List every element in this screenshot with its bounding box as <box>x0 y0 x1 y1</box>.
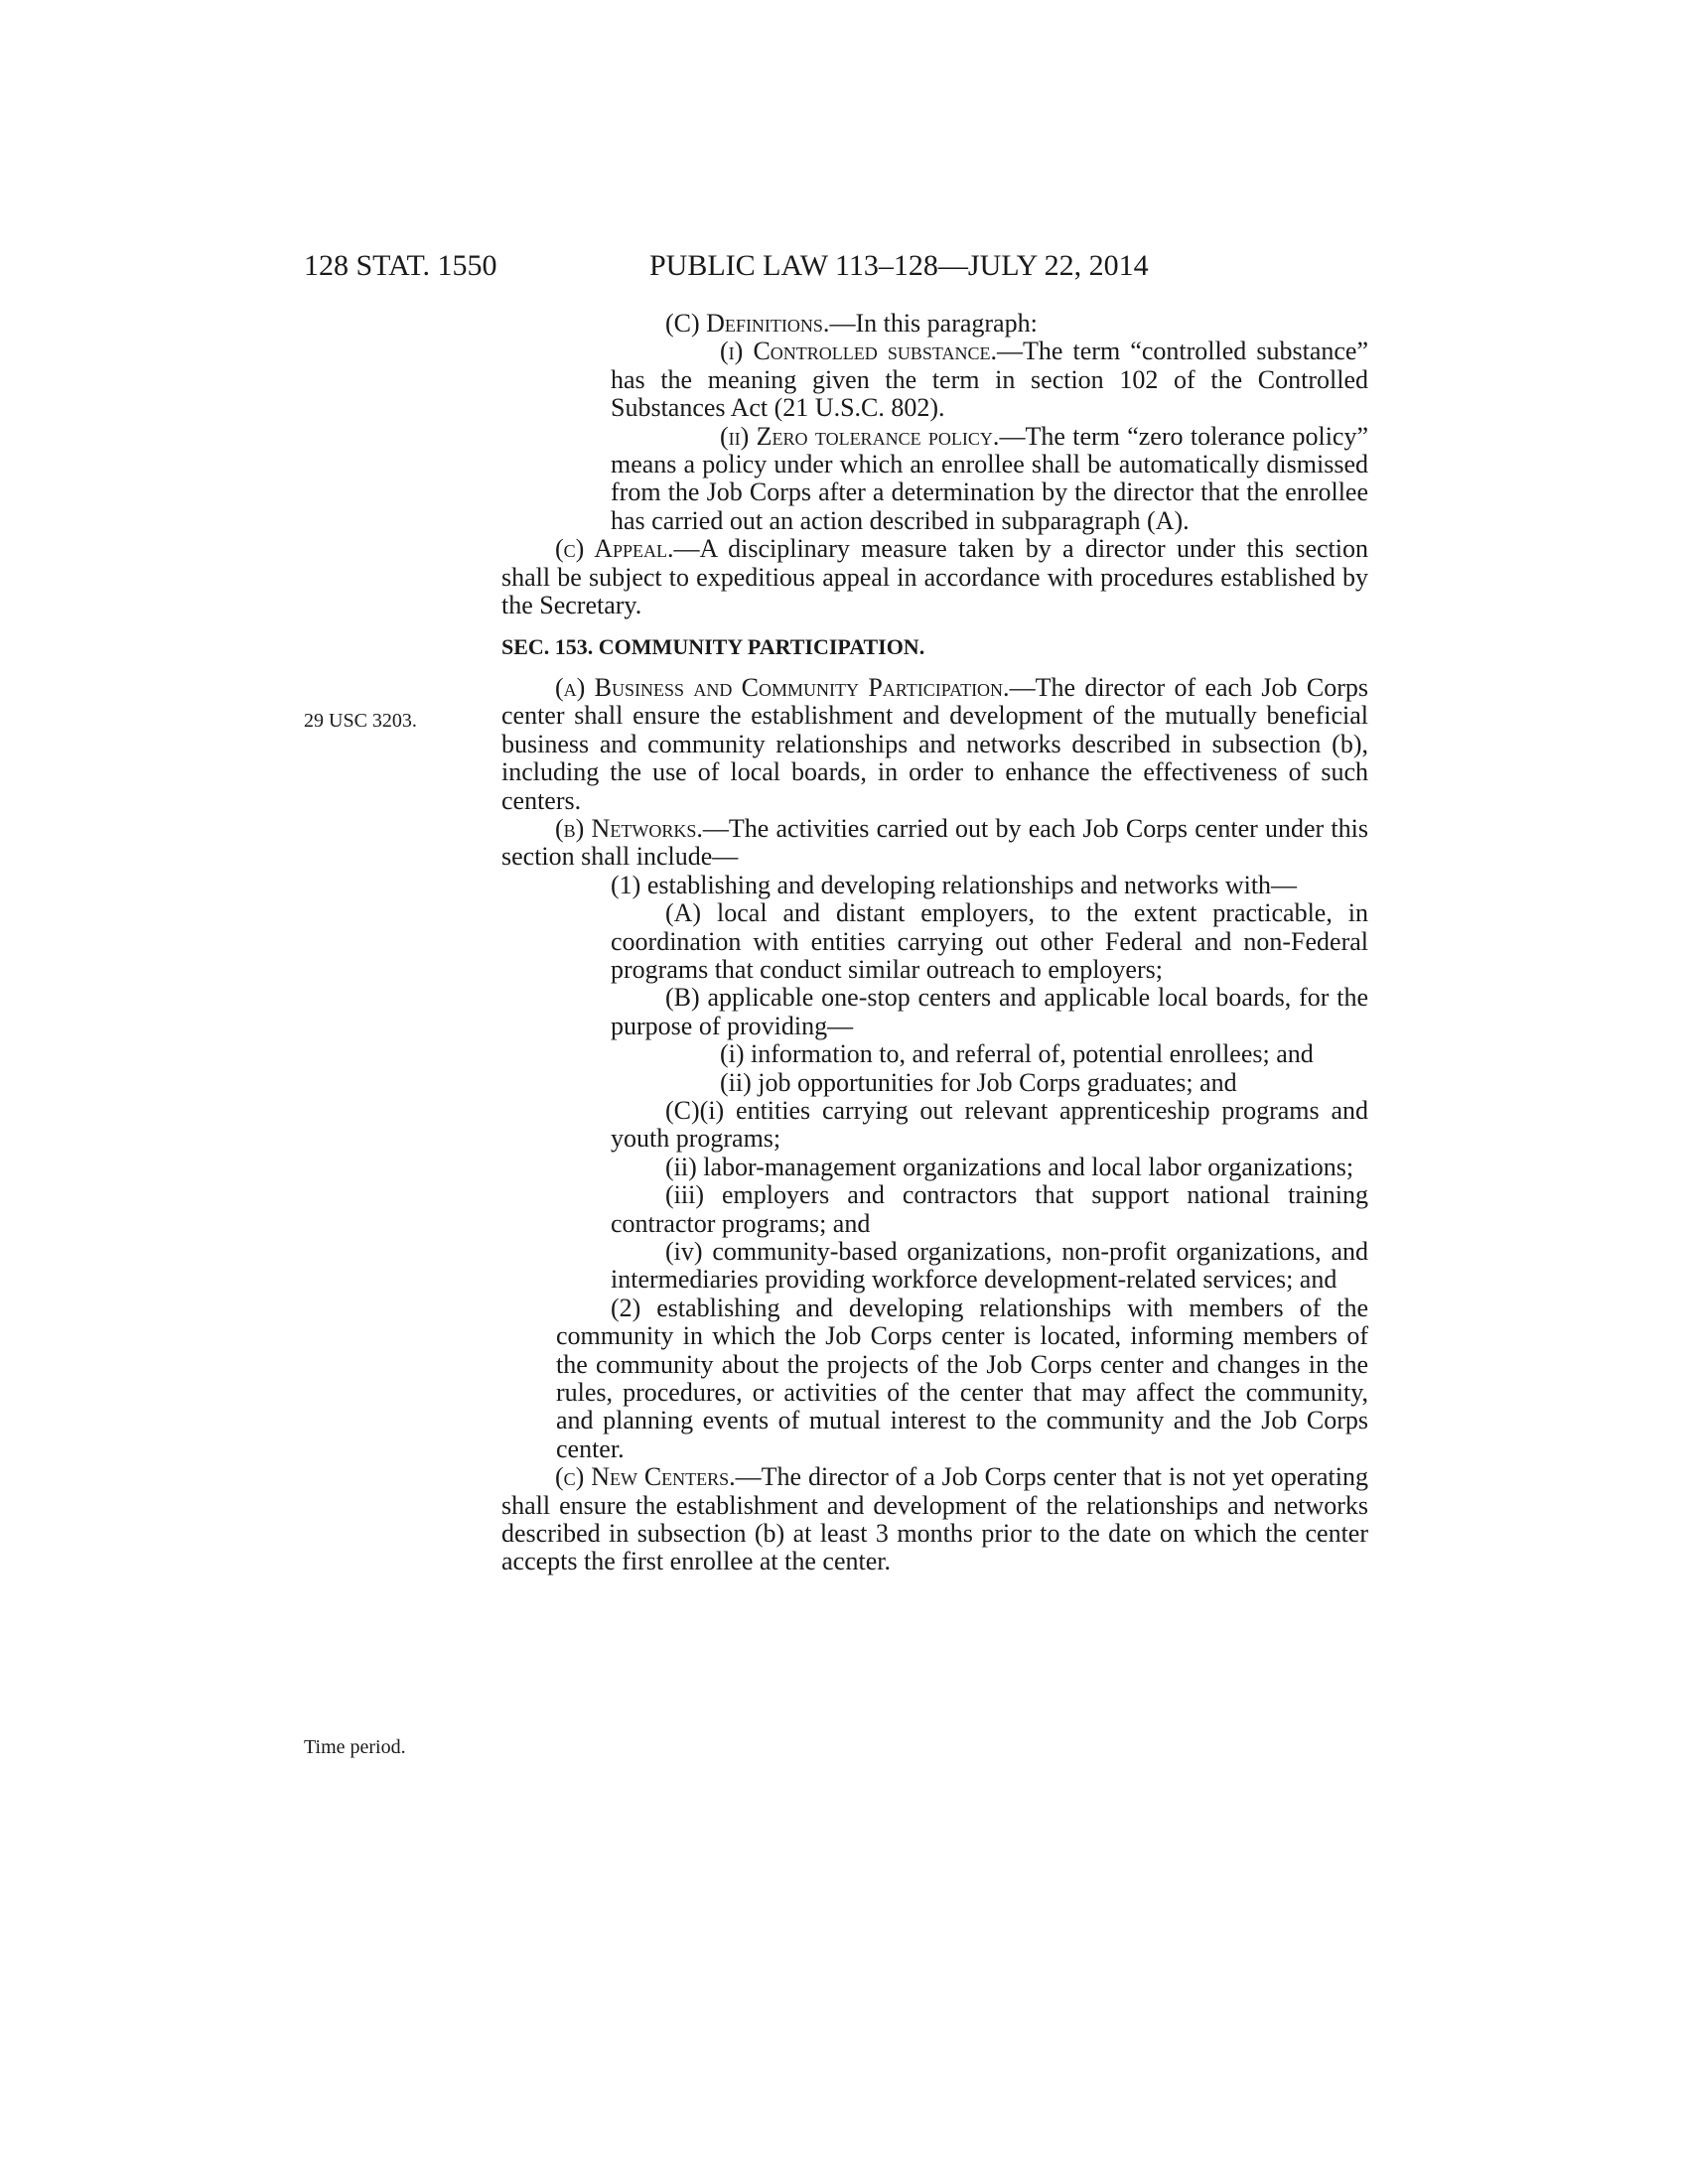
paragraph-a <box>501 674 1368 815</box>
paragraph-c-ii <box>501 423 1368 536</box>
paragraph-b-1-C-iii: (iii) employers and contractors that support national training contractor programs; and <box>611 1180 1368 1238</box>
paragraph-label: (i) Controlled substance. <box>720 337 997 366</box>
paragraph-label: (c) Appeal. <box>555 534 674 564</box>
paragraph-text: —In this paragraph: <box>829 309 1038 338</box>
paragraph-label: (C) Definitions. <box>665 309 830 338</box>
margin-note-time-period: Time period. <box>304 1736 406 1758</box>
margin-note-usc: 29 USC 3203. <box>304 710 417 732</box>
paragraph-b-1-B: (B) applicable one-stop centers and applicable local boards, for the purpose of providing— <box>611 983 1368 1040</box>
paragraph-label: (ii) Zero tolerance policy. <box>720 421 1000 451</box>
paragraph-b-1: (1) establishing and developing relationships and networks with— <box>611 870 1298 899</box>
paragraph-text: —The director of each Job Corps center shall ensure the establishment and development of the mutually beneficial business and community relationships and networks described in subsection (b), including the use of local boards, in order to enhance the effectiveness of such centers. <box>501 672 1369 815</box>
paragraph-label: (a) Business and Community Participation. <box>555 672 1010 702</box>
paragraph-text: —The term “controlled substance” has the meaning given the term in section 102 of the Controlled Substances Act (21 U.S.C. 802). <box>611 337 1369 423</box>
paragraph-c-definitions <box>501 310 1368 338</box>
paragraph-b-1-B-i: (i) information to, and referral of, potential enrollees; and <box>720 1039 1314 1069</box>
paragraph-b-1-C-iv: (iv) community-based organizations, non-profit organizations, and intermediaries providing workforce development-related services; and <box>611 1237 1368 1295</box>
document-body <box>501 310 1368 1576</box>
paragraph-c-i <box>501 338 1368 422</box>
paragraph-text: —A disciplinary measure taken by a director under this section shall be subject to expeditious appeal in accordance with procedures established by the Secretary. <box>501 534 1368 620</box>
paragraph-b-1-B-ii: (ii) job opportunities for Job Corps graduates; and <box>720 1067 1237 1097</box>
paragraph-b-1-C-i: (C)(i) entities carrying out relevant apprenticeship programs and youth programs; <box>611 1095 1368 1154</box>
paragraph-b-1-C-ii: (ii) labor-management organizations and local labor organizations; <box>665 1152 1354 1181</box>
paragraph-label: (c) New Centers. <box>555 1462 736 1492</box>
statute-reference: 128 STAT. 1550 <box>304 249 497 282</box>
paragraph-c-new-centers <box>501 1463 1368 1576</box>
page-header <box>304 246 1368 286</box>
section-heading: SEC. 153. COMMUNITY PARTICIPATION. <box>501 634 925 660</box>
paragraph-appeal <box>501 535 1368 619</box>
paragraph-label: (b) Networks. <box>555 813 703 843</box>
paragraph-text: —The director of a Job Corps center that is not yet operating shall ensure the establishment and development of the relationships and networks described in subsection (b) at least 3 months prior to the date on which the center accepts the first enrollee at the center. <box>501 1462 1368 1576</box>
paragraph-text: —The activities carried out by each Job Corps center under this section shall include— <box>501 813 1369 872</box>
paragraph-b <box>501 815 1368 872</box>
paragraph-b-1-A: (A) local and distant employers, to the extent practicable, in coordination with entities carrying out other Federal and non-Federal programs that conduct similar outreach to employers; <box>611 898 1368 984</box>
paragraph-b-2: (2) establishing and developing relationships with members of the community in which the Job Corps center is located, informing members of the community about the projects of the Job Corps center and changes in the rules, procedures, or activities of the center that may affect the community, and planning events of mutual interest to the community and the Job Corps center. <box>556 1293 1368 1463</box>
public-law-reference: PUBLIC LAW 113–128—JULY 22, 2014 <box>649 249 1149 282</box>
paragraph-text: —The term “zero tolerance policy” means a policy under which an enrollee shall be automatically dismissed from the Job Corps after a determination by the director that the enrollee has carried out an action described in subparagraph (A). <box>611 421 1369 535</box>
